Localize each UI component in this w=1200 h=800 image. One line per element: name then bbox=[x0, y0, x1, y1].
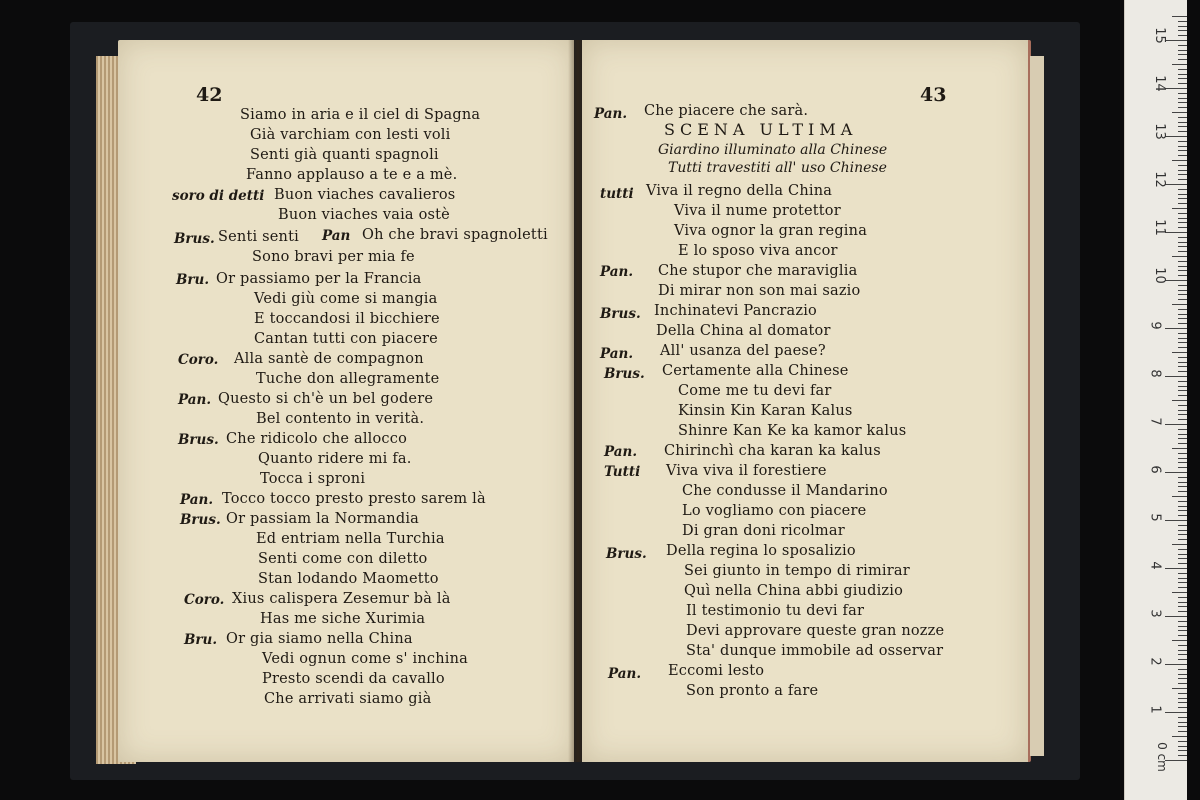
ruler-tick bbox=[1178, 362, 1187, 363]
verse-line: Di mirar non son mai sazio bbox=[658, 283, 861, 299]
verse-line: Cantan tutti con piacere bbox=[254, 331, 438, 347]
ruler-tick bbox=[1172, 736, 1187, 737]
ruler-number: 5 bbox=[1147, 513, 1163, 522]
ruler-tick bbox=[1178, 390, 1187, 391]
measurement-ruler bbox=[1124, 0, 1187, 800]
verse-line: Questo si ch'è un bel godere bbox=[218, 391, 434, 407]
ruler-number: 10 bbox=[1151, 267, 1167, 284]
ruler-tick bbox=[1178, 318, 1187, 319]
ruler-tick bbox=[1178, 602, 1187, 603]
ruler-tick bbox=[1178, 290, 1187, 291]
ruler-tick bbox=[1178, 131, 1187, 132]
verse-line: E toccandosi il bicchiere bbox=[254, 311, 440, 327]
verse-line: Come me tu devi far bbox=[678, 383, 832, 399]
ruler-tick bbox=[1178, 755, 1187, 756]
ruler-tick bbox=[1178, 203, 1187, 204]
ruler-tick bbox=[1165, 712, 1187, 713]
ruler-tick bbox=[1178, 731, 1187, 732]
ruler-tick bbox=[1178, 222, 1187, 223]
ruler-tick bbox=[1172, 160, 1187, 161]
ruler-tick bbox=[1178, 83, 1187, 84]
verse-line: Già varchiam con lesti voli bbox=[250, 127, 451, 143]
ruler-number: 15 bbox=[1151, 27, 1167, 44]
verse-line: Viva il regno della China bbox=[646, 183, 833, 199]
ruler-tick bbox=[1178, 26, 1187, 27]
ruler-tick bbox=[1178, 746, 1187, 747]
speaker-label: Coro. bbox=[178, 352, 219, 368]
ruler-number: 14 bbox=[1151, 75, 1167, 92]
ruler-number: 11 bbox=[1151, 219, 1167, 236]
ruler-tick bbox=[1178, 525, 1187, 526]
verse-line: Lo vogliamo con piacere bbox=[682, 503, 867, 519]
speaker-label: Coro. bbox=[184, 592, 225, 608]
ruler-tick bbox=[1178, 741, 1187, 742]
ruler-tick bbox=[1178, 750, 1187, 751]
ruler-tick bbox=[1178, 371, 1187, 372]
ruler-tick bbox=[1165, 520, 1187, 521]
ruler-tick bbox=[1178, 299, 1187, 300]
verse-line: Senti come con diletto bbox=[258, 551, 428, 567]
ruler-tick bbox=[1165, 424, 1187, 425]
ruler-tick bbox=[1178, 650, 1187, 651]
ruler-tick bbox=[1172, 544, 1187, 545]
ruler-tick bbox=[1178, 170, 1187, 171]
ruler-tick bbox=[1178, 563, 1187, 564]
scene-heading: SCENA ULTIMA bbox=[664, 120, 858, 139]
verse-line: Senti senti bbox=[218, 229, 299, 245]
ruler-tick bbox=[1172, 640, 1187, 641]
ruler-tick bbox=[1178, 539, 1187, 540]
ruler-tick bbox=[1178, 678, 1187, 679]
ruler-number: 9 bbox=[1147, 321, 1163, 330]
ruler-tick bbox=[1178, 482, 1187, 483]
ruler-tick bbox=[1165, 616, 1187, 617]
ruler-tick bbox=[1178, 573, 1187, 574]
ruler-tick bbox=[1178, 621, 1187, 622]
ruler-tick bbox=[1178, 693, 1187, 694]
ruler-tick bbox=[1178, 722, 1187, 723]
ruler-tick bbox=[1178, 102, 1187, 103]
ruler-tick bbox=[1178, 93, 1187, 94]
verse-line: Tocca i sproni bbox=[260, 471, 366, 487]
ruler-tick bbox=[1178, 266, 1187, 267]
verse-line: Or gia siamo nella China bbox=[226, 631, 413, 647]
ruler-tick bbox=[1178, 59, 1187, 60]
ruler-tick bbox=[1178, 155, 1187, 156]
ruler-tick bbox=[1178, 251, 1187, 252]
ruler-tick bbox=[1178, 635, 1187, 636]
verse-line: Che stupor che maraviglia bbox=[658, 263, 858, 279]
verse-line: Or passiam la Normandia bbox=[226, 511, 420, 527]
ruler-tick bbox=[1178, 198, 1187, 199]
verse-line: Sei giunto in tempo di rimirar bbox=[684, 563, 910, 579]
ruler-tick bbox=[1178, 506, 1187, 507]
ruler-tick bbox=[1172, 64, 1187, 65]
ruler-tick bbox=[1178, 126, 1187, 127]
ruler-number: 3 bbox=[1147, 609, 1163, 618]
verse-line: Inchinatevi Pancrazio bbox=[654, 303, 817, 319]
verse-line: Chirinchì cha karan ka kalus bbox=[664, 443, 881, 459]
ruler-tick bbox=[1178, 357, 1187, 358]
speaker-label: Brus. bbox=[180, 512, 221, 528]
ruler-tick bbox=[1178, 419, 1187, 420]
ruler-tick bbox=[1178, 659, 1187, 660]
left-page bbox=[118, 40, 574, 762]
verse-line: Viva ognor la gran regina bbox=[674, 223, 868, 239]
ruler-tick bbox=[1178, 707, 1187, 708]
ruler-tick bbox=[1178, 218, 1187, 219]
ruler-tick bbox=[1178, 194, 1187, 195]
speaker-label: Pan. bbox=[600, 346, 634, 362]
speaker-label: Pan. bbox=[600, 264, 634, 280]
ruler-tick bbox=[1165, 568, 1187, 569]
verse-line: Della China al domator bbox=[656, 323, 831, 339]
speaker-label: Bru. bbox=[176, 272, 210, 288]
ruler-tick bbox=[1172, 352, 1187, 353]
ruler-tick bbox=[1172, 688, 1187, 689]
verse-line: Che arrivati siamo già bbox=[264, 691, 432, 707]
ruler-tick bbox=[1172, 256, 1187, 257]
verse-line: Di gran doni ricolmar bbox=[682, 523, 845, 539]
ruler-tick bbox=[1178, 698, 1187, 699]
verse-line: E lo sposo viva ancor bbox=[678, 243, 838, 259]
ruler-tick bbox=[1178, 486, 1187, 487]
ruler-tick bbox=[1178, 261, 1187, 262]
ruler-tick bbox=[1178, 246, 1187, 247]
ruler-tick bbox=[1178, 477, 1187, 478]
ruler-tick bbox=[1178, 458, 1187, 459]
speaker-label: Pan. bbox=[604, 444, 638, 460]
verse-line: Oh che bravi spagnoletti bbox=[362, 227, 548, 243]
ruler-tick bbox=[1178, 333, 1187, 334]
ruler-tick bbox=[1178, 726, 1187, 727]
ruler-tick bbox=[1178, 294, 1187, 295]
verse-line: Il testimonio tu devi far bbox=[686, 603, 865, 619]
ruler-tick bbox=[1178, 434, 1187, 435]
speaker-label: Pan. bbox=[180, 492, 214, 508]
verse-line: Eccomi lesto bbox=[668, 663, 765, 679]
ruler-tick bbox=[1178, 510, 1187, 511]
ruler-tick bbox=[1172, 400, 1187, 401]
verse-line: Shinre Kan Ke ka kamor kalus bbox=[678, 423, 907, 439]
verse-line: Bel contento in verità. bbox=[256, 411, 425, 427]
verse-line: Sono bravi per mia fe bbox=[252, 249, 415, 265]
ruler-tick bbox=[1165, 88, 1187, 89]
ruler-tick bbox=[1178, 285, 1187, 286]
speaker-label: Tutti bbox=[604, 464, 641, 480]
ruler-tick bbox=[1172, 112, 1187, 113]
verse-line: Vedi giù come si mangia bbox=[254, 291, 438, 307]
verse-line: Alla santè de compagnon bbox=[234, 351, 424, 367]
speaker-label: Pan. bbox=[608, 666, 642, 682]
ruler-unit: 0 cm bbox=[1154, 742, 1169, 772]
verse-line: Tocco tocco presto presto sarem là bbox=[222, 491, 486, 507]
ruler-tick bbox=[1178, 438, 1187, 439]
ruler-tick bbox=[1165, 472, 1187, 473]
ruler-tick bbox=[1178, 683, 1187, 684]
verse-line: Fanno applauso a te e a mè. bbox=[246, 167, 458, 183]
ruler-number: 6 bbox=[1147, 465, 1163, 474]
ruler-tick bbox=[1178, 626, 1187, 627]
ruler-tick bbox=[1178, 242, 1187, 243]
speaker-label: Pan. bbox=[178, 392, 212, 408]
verse-line: Viva il nume protettor bbox=[674, 203, 841, 219]
speaker-label: Bru. bbox=[184, 632, 218, 648]
ruler-tick bbox=[1178, 453, 1187, 454]
verse-line: Quanto ridere mi fa. bbox=[258, 451, 412, 467]
verse-line: Certamente alla Chinese bbox=[662, 363, 849, 379]
ruler-tick bbox=[1178, 645, 1187, 646]
page-number: 43 bbox=[920, 84, 947, 106]
ruler-tick bbox=[1172, 16, 1187, 17]
ruler-tick bbox=[1178, 443, 1187, 444]
ruler-number: 7 bbox=[1147, 417, 1163, 426]
ruler-tick bbox=[1178, 50, 1187, 51]
verse-line: Ed entriam nella Turchia bbox=[256, 531, 445, 547]
ruler-tick bbox=[1178, 611, 1187, 612]
ruler-tick bbox=[1178, 347, 1187, 348]
ruler-tick bbox=[1178, 78, 1187, 79]
ruler-tick bbox=[1178, 54, 1187, 55]
ruler-tick bbox=[1178, 395, 1187, 396]
ruler-tick bbox=[1178, 410, 1187, 411]
ruler-number: 8 bbox=[1147, 369, 1163, 378]
ruler-tick bbox=[1178, 582, 1187, 583]
ruler-tick bbox=[1165, 232, 1187, 233]
page-number: 42 bbox=[196, 84, 223, 106]
ruler-tick bbox=[1165, 280, 1187, 281]
ruler-tick bbox=[1178, 366, 1187, 367]
speaker-label: Brus. bbox=[606, 546, 647, 562]
speaker-label: Brus. bbox=[604, 366, 645, 382]
stage-direction: Tutti travestiti all' uso Chinese bbox=[668, 160, 887, 176]
speaker-label: Pan. bbox=[594, 106, 628, 122]
ruler-tick bbox=[1178, 275, 1187, 276]
ruler-tick bbox=[1178, 549, 1187, 550]
verse-line: Or passiamo per la Francia bbox=[216, 271, 422, 287]
verse-line: Son pronto a fare bbox=[686, 683, 819, 699]
verse-line: Devi approvare queste gran nozze bbox=[686, 623, 945, 639]
ruler-tick bbox=[1178, 189, 1187, 190]
verse-line: Buon viaches vaia ostè bbox=[278, 207, 450, 223]
verse-line: Vedi ognun come s' inchina bbox=[262, 651, 468, 667]
ruler-tick bbox=[1178, 237, 1187, 238]
ruler-tick bbox=[1178, 501, 1187, 502]
ruler-tick bbox=[1178, 122, 1187, 123]
ruler-tick bbox=[1178, 630, 1187, 631]
ruler-tick bbox=[1178, 606, 1187, 607]
ruler-tick bbox=[1165, 376, 1187, 377]
ruler-number: 13 bbox=[1151, 123, 1167, 140]
speaker-label: Pan bbox=[322, 228, 351, 244]
ruler-tick bbox=[1178, 338, 1187, 339]
ruler-tick bbox=[1165, 184, 1187, 185]
ruler-tick bbox=[1178, 270, 1187, 271]
ruler-tick bbox=[1178, 323, 1187, 324]
ruler-tick bbox=[1165, 136, 1187, 137]
ruler-tick bbox=[1172, 304, 1187, 305]
ruler-tick bbox=[1178, 314, 1187, 315]
speaker-label: Brus. bbox=[178, 432, 219, 448]
speaker-label: Brus. bbox=[174, 231, 215, 247]
ruler-tick bbox=[1178, 578, 1187, 579]
speaker-label: tutti bbox=[600, 186, 634, 202]
ruler-tick bbox=[1178, 21, 1187, 22]
verse-line: Che ridicolo che allocco bbox=[226, 431, 408, 447]
ruler-tick bbox=[1172, 496, 1187, 497]
ruler-tick bbox=[1178, 530, 1187, 531]
ruler-tick bbox=[1172, 592, 1187, 593]
ruler-tick bbox=[1178, 587, 1187, 588]
ruler-tick bbox=[1178, 165, 1187, 166]
ruler-tick bbox=[1178, 146, 1187, 147]
ruler-tick bbox=[1178, 702, 1187, 703]
ruler-tick bbox=[1178, 654, 1187, 655]
verse-line: Presto scendi da cavallo bbox=[262, 671, 445, 687]
verse-line: Viva viva il forestiere bbox=[666, 463, 827, 479]
verse-line: Quì nella China abbi giudizio bbox=[684, 583, 904, 599]
verse-line: Has me siche Xurimia bbox=[260, 611, 426, 627]
verse-line: Che condusse il Mandarino bbox=[682, 483, 888, 499]
ruler-tick bbox=[1178, 35, 1187, 36]
speaker-label: soro di detti bbox=[172, 188, 265, 204]
ruler-tick bbox=[1178, 141, 1187, 142]
ruler-tick bbox=[1178, 554, 1187, 555]
ruler-tick bbox=[1178, 515, 1187, 516]
ruler-tick bbox=[1178, 462, 1187, 463]
ruler-tick bbox=[1178, 174, 1187, 175]
ruler-tick bbox=[1178, 381, 1187, 382]
ruler-tick bbox=[1172, 208, 1187, 209]
ruler-tick bbox=[1178, 414, 1187, 415]
ruler-tick bbox=[1178, 74, 1187, 75]
ruler-tick bbox=[1178, 597, 1187, 598]
verse-line: All' usanza del paese? bbox=[660, 343, 826, 359]
ruler-tick bbox=[1178, 150, 1187, 151]
ruler-tick bbox=[1178, 674, 1187, 675]
ruler-tick bbox=[1165, 328, 1187, 329]
ruler-tick bbox=[1178, 386, 1187, 387]
ruler-tick bbox=[1165, 664, 1187, 665]
verse-line: Della regina lo sposalizio bbox=[666, 543, 856, 559]
ruler-tick bbox=[1178, 309, 1187, 310]
verse-line: Senti già quanti spagnoli bbox=[250, 147, 439, 163]
page-edge-right bbox=[1030, 56, 1044, 756]
ruler-tick bbox=[1172, 448, 1187, 449]
verse-line: Xius calispera Zesemur bà là bbox=[232, 591, 451, 607]
verse-line: Siamo in aria e il ciel di Spagna bbox=[240, 107, 481, 123]
ruler-tick bbox=[1178, 179, 1187, 180]
verse-line: Tuche don allegramente bbox=[256, 371, 440, 387]
verse-line: Stan lodando Maometto bbox=[258, 571, 439, 587]
ruler-tick bbox=[1178, 45, 1187, 46]
ruler-tick bbox=[1178, 227, 1187, 228]
ruler-tick bbox=[1178, 213, 1187, 214]
ruler-tick bbox=[1178, 558, 1187, 559]
ruler-tick bbox=[1178, 491, 1187, 492]
ruler-number: 12 bbox=[1151, 171, 1167, 188]
ruler-tick bbox=[1178, 429, 1187, 430]
verse-line: Sta' dunque immobile ad osservar bbox=[686, 643, 944, 659]
ruler-tick bbox=[1178, 467, 1187, 468]
ruler-tick bbox=[1178, 534, 1187, 535]
ruler-tick bbox=[1178, 405, 1187, 406]
ruler-tick bbox=[1178, 98, 1187, 99]
stage-direction: Giardino illuminato alla Chinese bbox=[658, 142, 888, 158]
ruler-tick bbox=[1178, 717, 1187, 718]
ruler-tick bbox=[1178, 107, 1187, 108]
speaker-label: Brus. bbox=[600, 306, 641, 322]
ruler-number: 4 bbox=[1147, 561, 1163, 570]
right-page bbox=[582, 40, 1031, 762]
ruler-tick bbox=[1178, 30, 1187, 31]
verse-line: Che piacere che sarà. bbox=[644, 103, 809, 119]
ruler-tick bbox=[1178, 117, 1187, 118]
ruler-number: 2 bbox=[1147, 657, 1163, 666]
ruler-tick bbox=[1178, 669, 1187, 670]
ruler-tick bbox=[1178, 342, 1187, 343]
verse-line: Kinsin Kin Karan Kalus bbox=[678, 403, 853, 419]
ruler-number: 1 bbox=[1147, 705, 1163, 714]
ruler-tick bbox=[1178, 69, 1187, 70]
verse-line: Buon viaches cavalieros bbox=[274, 187, 456, 203]
ruler-tick bbox=[1165, 40, 1187, 41]
